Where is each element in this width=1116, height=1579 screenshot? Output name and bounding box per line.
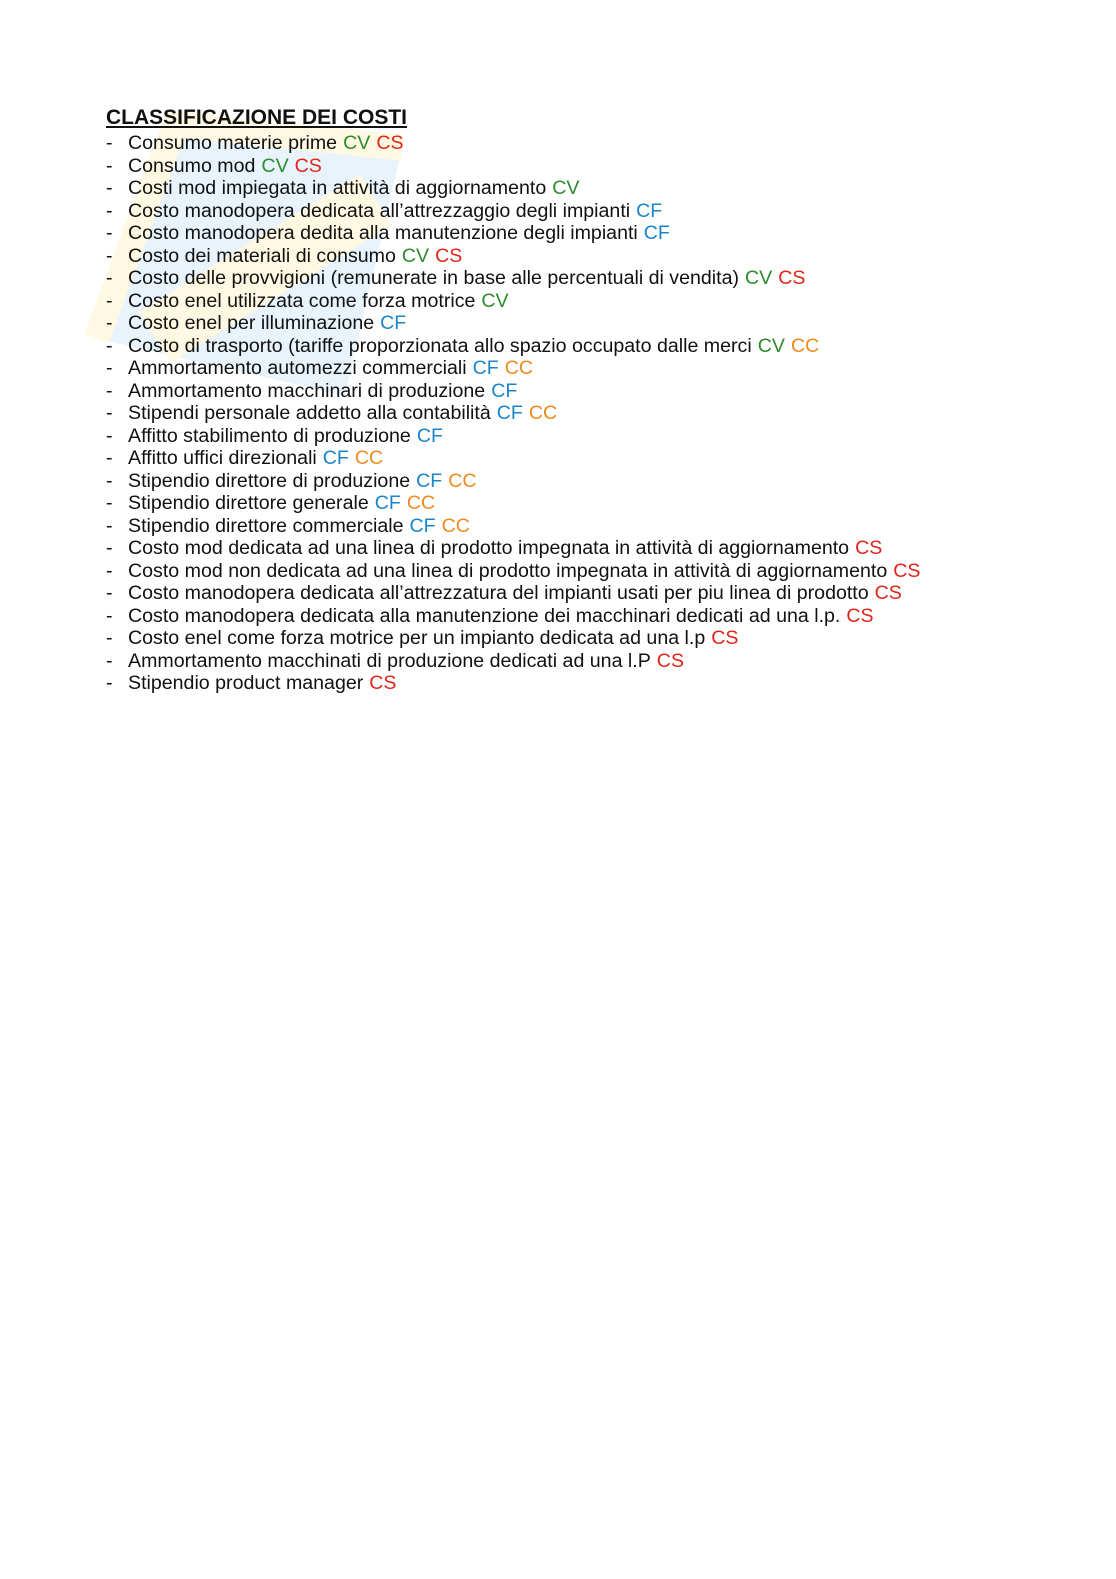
bullet-dash: -: [106, 379, 113, 402]
cost-item-text: Stipendio direttore generale: [128, 492, 369, 514]
cost-tag-cs: CS: [855, 537, 883, 559]
cost-item-text: Costo enel per illuminazione: [128, 312, 375, 334]
bullet-dash: -: [106, 334, 113, 357]
bullet-dash: -: [106, 447, 113, 469]
cost-item-text: Stipendio direttore di produzione: [128, 469, 411, 492]
cost-tag-cs: CS: [893, 559, 921, 582]
document-body: [106, 106, 1076, 695]
bullet-dash: -: [106, 222, 113, 244]
cost-tag-cs: CS: [711, 627, 739, 649]
cost-tag-cf: CF: [491, 379, 518, 402]
bullet-dash: -: [106, 537, 113, 559]
bullet-dash: -: [106, 627, 113, 649]
cost-tag-cv: CV: [745, 267, 773, 289]
bullet-dash: -: [106, 289, 113, 312]
bullet-dash: -: [106, 559, 113, 582]
cost-tag-cs: CS: [656, 649, 685, 672]
cost-tag-cv: CV: [757, 334, 785, 357]
cost-tag-cc: CC: [441, 514, 470, 537]
cost-item-text: Affitto stabilimento di produzione: [128, 424, 411, 447]
cost-tag-cv: CV: [343, 132, 371, 154]
cost-item: [106, 312, 1076, 335]
cost-item: [106, 605, 1076, 628]
cost-item: [106, 492, 1076, 515]
bullet-dash: -: [106, 312, 113, 334]
cost-tag-cc: CC: [354, 447, 384, 469]
cost-tag-cv: CV: [401, 244, 430, 267]
cost-item: [106, 380, 1076, 403]
cost-item-text: Affitto uffici direzionali: [128, 447, 317, 469]
bullet-dash: -: [106, 469, 113, 492]
cost-tag-cf: CF: [636, 199, 663, 222]
cost-item-text: Ammortamento automezzi commerciali: [128, 357, 467, 379]
cost-tag-cc: CC: [790, 334, 820, 357]
cost-item: [106, 447, 1076, 470]
cost-tag-cf: CF: [322, 447, 349, 469]
cost-item: [106, 470, 1076, 493]
bullet-dash: -: [106, 177, 113, 199]
cost-tag-cf: CF: [409, 514, 436, 537]
cost-item-text: Costo manodopera dedicata alla manutenzione dei macchinari dedicati ad una l.p.: [128, 604, 841, 627]
cost-item: [106, 357, 1076, 380]
cost-item: [106, 132, 1076, 155]
cost-item: [106, 515, 1076, 538]
bullet-dash: -: [106, 649, 113, 672]
cost-tag-cs: CS: [874, 582, 902, 604]
cost-tag-cc: CC: [448, 469, 477, 492]
bullet-dash: -: [106, 244, 113, 267]
cost-item-text: Costo manodopera dedita alla manutenzione degli impianti: [128, 222, 638, 244]
bullet-dash: -: [106, 132, 113, 154]
cost-tag-cf: CF: [416, 469, 443, 492]
cost-item-text: Costo mod dedicata ad una linea di prodotto impegnata in attività di aggiornamento: [128, 537, 850, 559]
bullet-dash: -: [106, 582, 113, 604]
cost-item: [106, 650, 1076, 673]
cost-tag-cf: CF: [416, 424, 443, 447]
cost-item: [106, 222, 1076, 245]
cost-item-text: Costi mod impiegata in attività di aggiornamento: [128, 177, 547, 199]
cost-tag-cc: CC: [504, 357, 534, 379]
cost-item: [106, 290, 1076, 313]
cost-item-text: Costo manodopera dedicata all’attrezzatura del impianti usati per piu linea di prodotto: [128, 582, 869, 604]
cost-item-text: Ammortamento macchinati di produzione dedicati ad una l.P: [128, 649, 651, 672]
document-title: CLASSIFICAZIONE DEI COSTI: [106, 106, 408, 129]
cost-item: [106, 267, 1076, 290]
cost-item-text: Costo manodopera dedicata all’attrezzaggio degli impianti: [128, 199, 631, 222]
cost-item-text: Stipendio direttore commerciale: [128, 514, 404, 537]
bullet-dash: -: [106, 154, 113, 177]
cost-item-text: Ammortamento macchinari di produzione: [128, 379, 486, 402]
cost-item-text: Stipendio product manager: [128, 672, 364, 694]
cost-tag-cv: CV: [552, 177, 580, 199]
bullet-dash: -: [106, 199, 113, 222]
bullet-dash: -: [106, 357, 113, 379]
cost-tag-cf: CF: [643, 222, 670, 244]
cost-item-text: Costo delle provvigioni (remunerate in base alle percentuali di vendita): [128, 267, 740, 289]
bullet-dash: -: [106, 672, 113, 694]
cost-item-text: Stipendi personale addetto alla contabilità: [128, 402, 491, 424]
cost-tag-cc: CC: [528, 402, 558, 424]
cost-list: [106, 132, 1076, 695]
cost-tag-cf: CF: [374, 492, 401, 514]
cost-tag-cc: CC: [406, 492, 436, 514]
cost-item: [106, 560, 1076, 583]
cost-item: [106, 537, 1076, 560]
cost-item-text: Costo di trasporto (tariffe proporzionata allo spazio occupato dalle merci: [128, 334, 752, 357]
cost-tag-cs: CS: [369, 672, 397, 694]
cost-item: [106, 335, 1076, 358]
cost-tag-cs: CS: [778, 267, 806, 289]
cost-item-text: Costo enel utilizzata come forza motrice: [128, 289, 476, 312]
bullet-dash: -: [106, 492, 113, 514]
cost-item: [106, 177, 1076, 200]
cost-item: [106, 425, 1076, 448]
bullet-dash: -: [106, 402, 113, 424]
bullet-dash: -: [106, 424, 113, 447]
cost-item: [106, 155, 1076, 178]
cost-item: [106, 627, 1076, 650]
cost-item-text: Costo dei materiali di consumo: [128, 244, 396, 267]
cost-tag-cs: CS: [435, 244, 463, 267]
cost-tag-cf: CF: [472, 357, 499, 379]
bullet-dash: -: [106, 267, 113, 289]
cost-item: [106, 672, 1076, 695]
cost-tag-cv: CV: [481, 289, 509, 312]
cost-item: [106, 402, 1076, 425]
cost-tag-cf: CF: [496, 402, 523, 424]
cost-item-text: Consumo mod: [128, 154, 256, 177]
cost-tag-cv: CV: [261, 154, 289, 177]
cost-item-text: Costo enel come forza motrice per un impianto dedicata ad una l.p: [128, 627, 706, 649]
cost-tag-cs: CS: [294, 154, 322, 177]
cost-item-text: Costo mod non dedicata ad una linea di prodotto impegnata in attività di aggiornamento: [128, 559, 888, 582]
bullet-dash: -: [106, 514, 113, 537]
cost-item-text: Consumo materie prime: [128, 132, 338, 154]
cost-tag-cf: CF: [380, 312, 407, 334]
cost-tag-cs: CS: [376, 132, 404, 154]
cost-item: [106, 200, 1076, 223]
bullet-dash: -: [106, 604, 113, 627]
cost-tag-cs: CS: [846, 604, 874, 627]
cost-item: [106, 245, 1076, 268]
cost-item: [106, 582, 1076, 605]
